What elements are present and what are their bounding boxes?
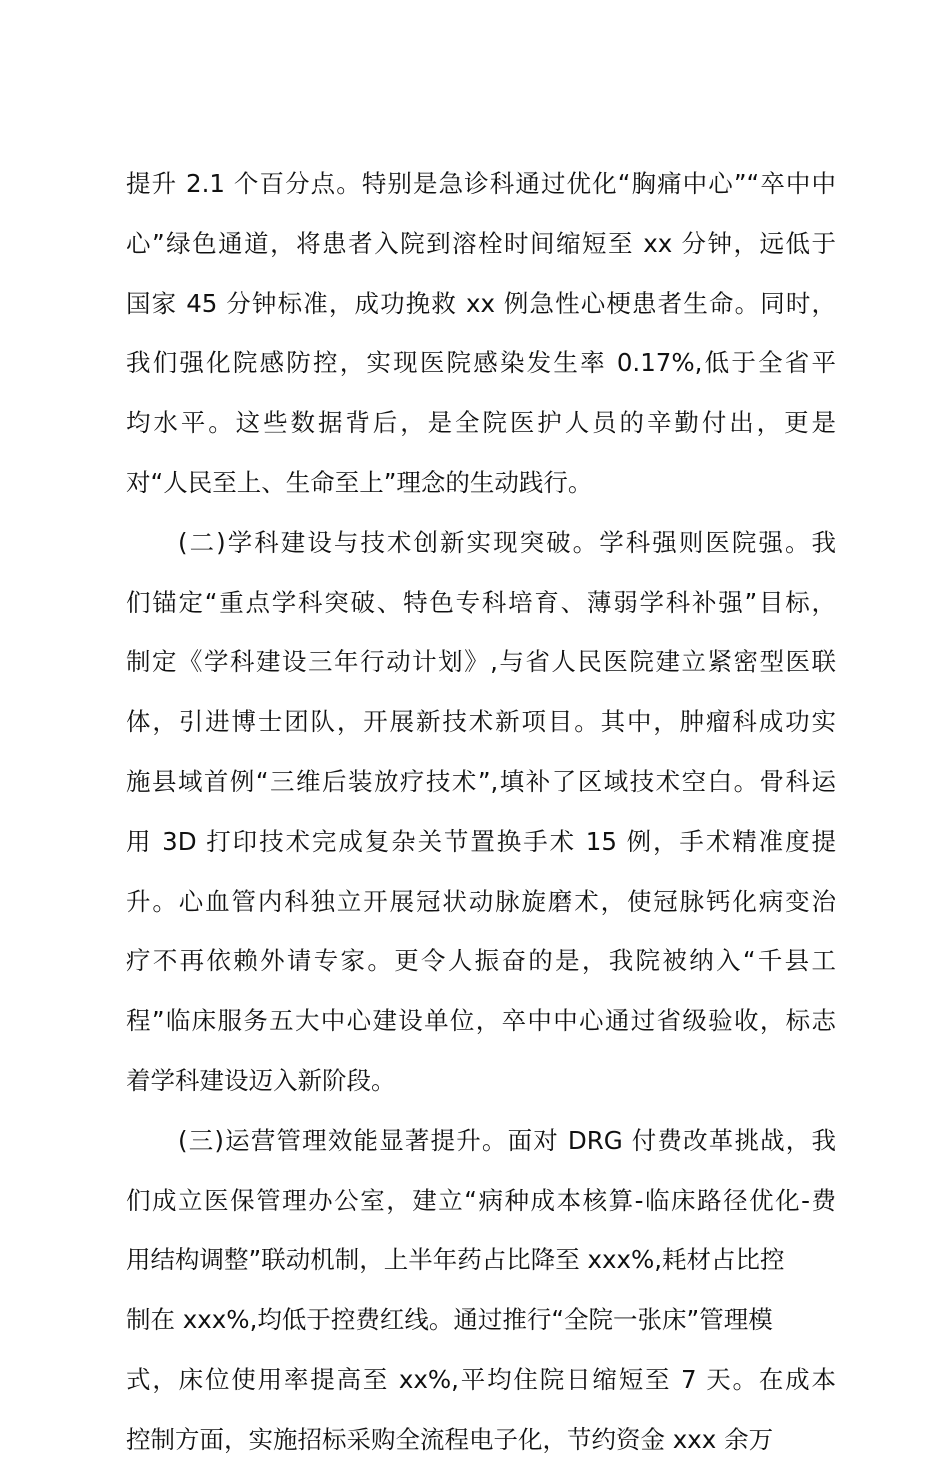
text-line: 均水平。这些数据背后，是全院医护人员的辛勤付出，更是 (126, 408, 836, 438)
text-line: 用结构调整”联动机制，上半年药占比降至 xxx%,耗材占比控 (126, 1245, 785, 1275)
text-line: 对“人民至上、生命至上”理念的生动践行。 (126, 467, 593, 497)
text-line: 体，引进博士团队，开展新技术新项目。其中，肿瘤科成功实 (126, 707, 836, 737)
text-line: 们成立医保管理办公室，建立“病种成本核算-临床路径优化-费 (126, 1185, 836, 1215)
paragraph-intro (126, 154, 836, 513)
section-heading-line: (三)运营管理效能显著提升。面对 DRG 付费改革挑战，我 (178, 1125, 836, 1155)
text-line: 式，床位使用率提高至 xx%,平均住院日缩短至 7 天。在成本 (126, 1364, 836, 1394)
text-line: 国家 45 分钟标准，成功挽救 xx 例急性心梗患者生命。同时， (126, 288, 836, 318)
text-line: 心”绿色通道，将患者入院到溶栓时间缩短至 xx 分钟，远低于 (126, 228, 836, 258)
text-line: 制定《学科建设三年行动计划》,与省人民医院建立紧密型医联 (126, 647, 836, 677)
text-line: 我们强化院感防控，实现医院感染发生率 0.17%,低于全省平 (126, 348, 836, 378)
text-line: 着学科建设迈入新阶段。 (126, 1065, 396, 1095)
text-line: 用 3D 打印技术完成复杂关节置换手术 15 例，手术精准度提 (126, 826, 836, 856)
text-line: 升。心血管内科独立开展冠状动脉旋磨术，使冠脉钙化病变治 (126, 886, 836, 916)
document-body (126, 154, 836, 1470)
text-line: 程”临床服务五大中心建设单位，卒中中心通过省级验收，标志 (126, 1006, 836, 1036)
paragraph-section-2 (126, 513, 836, 1111)
text-line: 提升 2.1 个百分点。特别是急诊科通过优化“胸痛中心”“卒中中 (126, 169, 836, 198)
text-line: 制在 xxx%,均低于控费红线。通过推行“全院一张床”管理模 (126, 1305, 773, 1335)
text-line: 们锚定“重点学科突破、特色专科培育、薄弱学科补强”目标， (126, 587, 836, 617)
section-heading-line: (二)学科建设与技术创新实现突破。学科强则医院强。我 (178, 527, 836, 557)
text-line: 疗不再依赖外请专家。更令人振奋的是，我院被纳入“千县工 (126, 946, 836, 976)
text-line: 控制方面，实施招标采购全流程电子化，节约资金 xxx 余万 (126, 1424, 774, 1454)
text-line: 施县域首例“三维后装放疗技术”,填补了区域技术空白。骨科运 (126, 766, 836, 796)
paragraph-section-3 (126, 1111, 836, 1470)
